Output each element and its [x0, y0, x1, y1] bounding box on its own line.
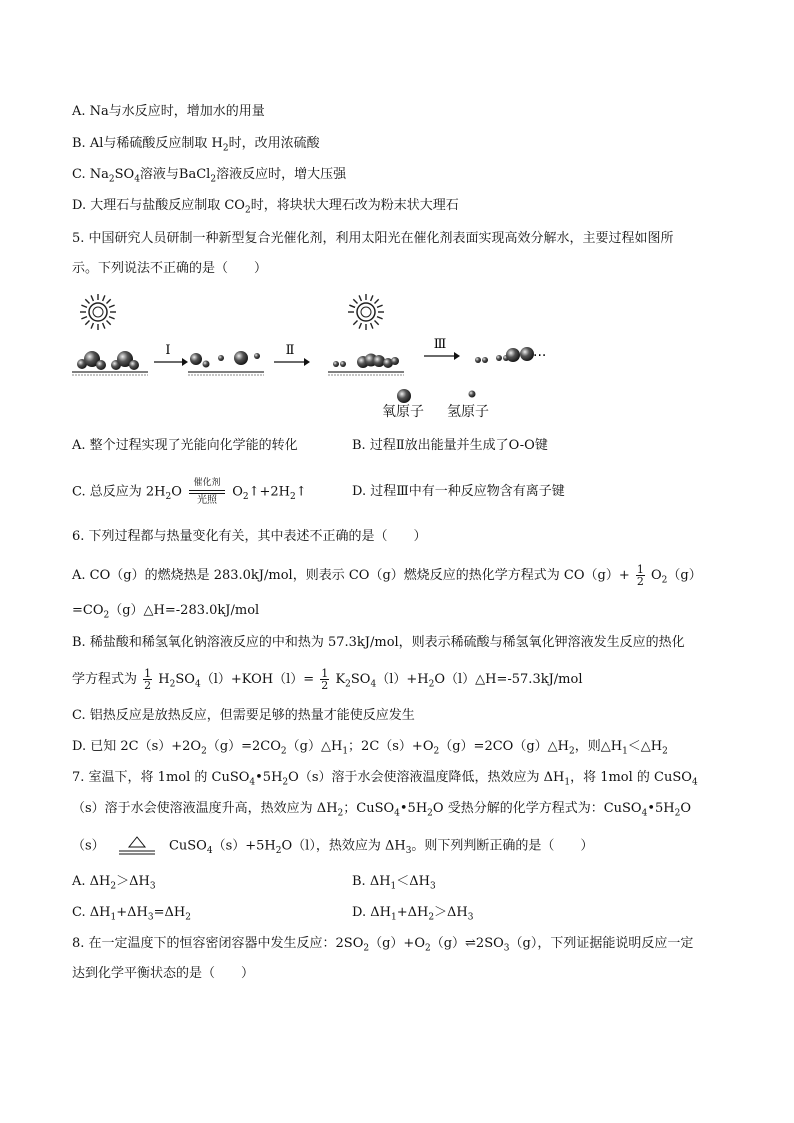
svg-text:Ⅱ: Ⅱ: [285, 343, 295, 358]
q4-option-b: B. Al与稀硫酸反应制取 $H_2$时，改用浓硫酸: [72, 136, 320, 154]
q6-option-b-line2: 学方程式为 $\frac{1}{2}$ $H_2SO_4(l)+KOH(l)=$ $\frac{1}{2}$ $K_2SO_4(l)+H_2O(l)\triangle H=-57.3kJ$/mol: [72, 667, 583, 692]
q4-option-d: D. 大理石与盐酸反应制取 $CO_2$时，将块状大理石改为粉末状大理石: [72, 198, 459, 216]
q5-option-d: D. 过程Ⅲ中有一种反应物含有离子键: [352, 484, 565, 499]
q5-stem-line2: 示。下列说法不正确的是（ ）: [72, 261, 268, 276]
svg-text:Ⅲ: Ⅲ: [433, 337, 447, 352]
q7-option-b: B. $\Delta H_1<\Delta H_3$: [352, 874, 436, 892]
q5-option-b: B. 过程Ⅱ放出能量并生成了O-O键: [352, 438, 548, 453]
q4-option-a: A. Na与水反应时，增加水的用量: [72, 104, 265, 119]
sun-icon: [80, 294, 116, 330]
q8-stem-line2: 达到化学平衡状态的是（ ）: [72, 966, 255, 981]
q7-option-d: D. $\Delta H_1+\Delta H_2>\Delta H_3$: [352, 905, 474, 923]
water-molecule: [111, 351, 139, 370]
heating-condition: [117, 835, 157, 857]
q6-option-c: C. 铝热反应是放热反应，但需要足够的热量才能使反应发生: [72, 708, 415, 723]
fraction-one-half: $\frac{1}{2}$: [636, 563, 644, 588]
q4-option-c: C. $Na_2SO_4$溶液与BaCl$_2$溶液反应时，增大压强: [72, 167, 347, 185]
svg-text:Ⅰ: Ⅰ: [165, 343, 171, 358]
q5-option-c: C. 总反应为 $2H_2O$ 催化剂 光照 $O_2↑+2H_2↑$: [72, 478, 307, 506]
legend-hydrogen-label: 氢原子: [447, 404, 489, 420]
q7-option-c: C. $\Delta H_1+\Delta H_3=\Delta H_2$: [72, 905, 191, 923]
q7-option-a: A. $\Delta H_2>\Delta H_3$: [72, 874, 156, 892]
q6-option-d: D. 已知 $2C(s)+2O_2(g)=2CO_2(g)\triangle H_1$；$2C(s)+O_2(g)=2CO(g)\triangle H_2$，则$\triangle H_1<\triangle H_2$: [72, 739, 668, 757]
sun-icon: [348, 294, 384, 330]
q5-option-a: A. 整个过程实现了光能向化学能的转化: [72, 438, 298, 453]
heat-triangle-icon: [117, 835, 157, 857]
svg-text:···: ···: [533, 348, 547, 364]
q7-stem-line3: （s） $CuSO_4(s)+5H_2O(l)$，热效应为 $\Delta H_3$。则下列判断正确的是（ ）: [72, 835, 593, 857]
q6-stem: 6. 下列过程都与热量变化有关，其中表述不正确的是（ ）: [72, 529, 427, 544]
q8-stem-line1: 8. 在一定温度下的恒容密闭容器中发生反应：$2SO_2(g)+O_2(g)\rightleftharpoons 2SO_3(g)$，下列证据能说明反应一定: [72, 936, 694, 954]
reaction-condition: 催化剂 光照: [189, 478, 225, 506]
water-molecule: [77, 351, 106, 370]
fraction-one-half: $\frac{1}{2}$: [321, 667, 329, 692]
legend-oxygen-label: 氧原子: [382, 404, 424, 420]
hydrogen-atom-legend-ball: [469, 391, 476, 398]
fraction-one-half: $\frac{1}{2}$: [144, 667, 152, 692]
q5-stem-line1: 5. 中国研究人员研制一种新型复合光催化剂，利用太阳光在催化剂表面实现高效分解水，主要过程如图所: [72, 231, 674, 246]
q6-option-a-line2: $=CO_2(g)\triangle H=-283.0kJ$/mol: [72, 603, 260, 621]
q6-option-b-line1: B. 稀盐酸和稀氢氧化钠溶液反应的中和热为 57.3kJ/mol，则表示稀硫酸与稀氢氧化钾溶液发生反应的热化: [72, 635, 685, 650]
q6-option-a-line1: A. CO（g）的燃烧热是 283.0kJ/mol，则表示 CO（g）燃烧反应的热化学方程式为 CO（g）+ $\frac{1}{2}$ $O_2(g)$: [72, 563, 702, 588]
q7-stem-line1: 7. 室温下，将 1mol 的 $CuSO_4•5H_2O(s)$溶于水会使溶液温度降低，热效应为 $\Delta H_1$，将 1mol 的 CuSO$_4$: [72, 770, 698, 788]
q7-stem-line2: （s）溶于水会使溶液温度升高，热效应为 $\Delta H_2$；$CuSO_4•5H_2O$ 受热分解的化学方程式为：$CuSO_4•5H_2O$: [72, 801, 692, 819]
